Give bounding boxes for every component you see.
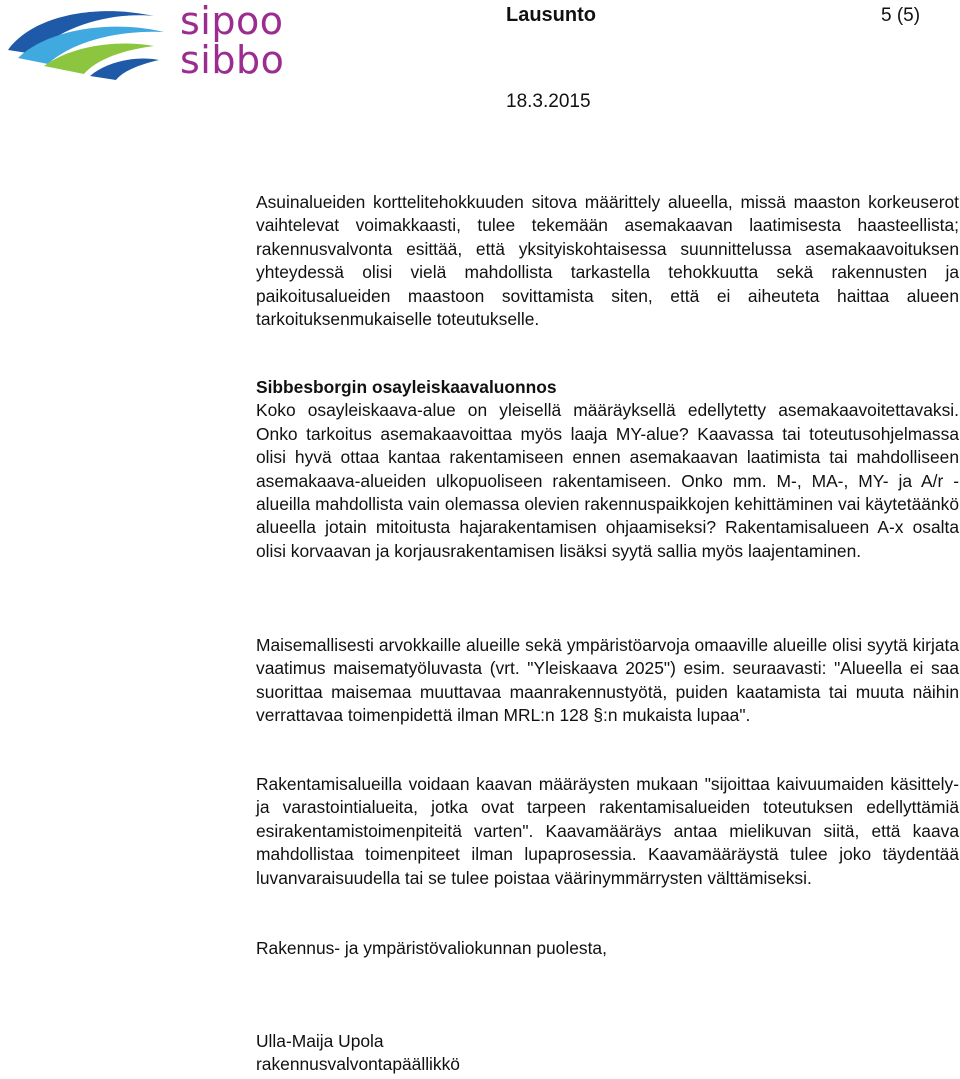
paragraph-landscape [256, 634, 959, 728]
sipoo-sibbo-logo [4, 2, 289, 84]
page-number: 5 (5) [881, 5, 921, 26]
signer-name: Ulla-Maija Upola [256, 1031, 384, 1051]
closing-text: Rakennus- ja ympäristövaliokunnan puolesta, [256, 938, 607, 958]
logo-text-sibbo: sibbo [180, 38, 285, 82]
section-sibbesborg [256, 376, 959, 563]
paragraph-text: Asuinalueiden korttelitehokkuuden sitova määrittely alueella, missä maaston korkeuserot vaihtelevat voimakkaasti, tulee tekemään asemakaavan laatimisesta haasteellista; rakennusvalvonta esittää, että yksityiskohtaisessa suunnittelussa asemakaavoituksen yhteydessä olisi vielä mahdollista tarkastella tehokkuutta sekä rakennusten ja paikoitusalueiden maastoon sovittamista siten, että ei aiheuteta haittaa alueen tarkoituksenmukaiselle toteutukselle. [256, 192, 959, 330]
paragraph-construction-areas [256, 773, 959, 890]
paragraph-density [256, 191, 959, 331]
logo-text-sipoo: sipoo [180, 0, 284, 43]
wave-logo-icon [4, 2, 174, 84]
signature-block [256, 1030, 460, 1077]
section-text: Koko osayleiskaava-alue on yleisellä määräyksellä edellytetty asemakaavoitettavaksi. Onko tarkoitus asemakaavoittaa myös laaja MY-alue? Kaavassa tai toteutusohjelmassa olisi hyvä ottaa kantaa rakentamiseen ennen asemakaavan laatimista tai mahdolliseen asemakaava-alueiden ulkopuoliseen rakentamiseen. Onko mm. M-, MA-, MY- ja A/r -alueilla mahdollista vain olemassa olevien rakennuspaikkojen kehittäminen vai käytetäänkö alueella jotain mitoitusta hajarakentamisen ohjaamiseksi? Rakentamisalueen A-x osalta olisi korvaavan ja korjausrakentamisen lisäksi syytä sallia myös laajentaminen. [256, 400, 959, 561]
document-date: 18.3.2015 [506, 91, 591, 112]
paragraph-text: Maisemallisesti arvokkaille alueille sekä ympäristöarvoja omaaville alueille olisi syytä kirjata vaatimus maisematyöluvasta (vrt. "Yleiskaava 2025") esim. seuraavasti: "Alueella ei saa suorittaa maisemaa muuttavaa maanrakennustyötä, puiden kaatamista tai muuta näihin verrattavaa toimenpidettä ilman MRL:n 128 §:n mukaista lupaa". [256, 635, 959, 726]
section-heading: Sibbesborgin osayleiskaavaluonnos [256, 377, 557, 397]
document-type: Lausunto [506, 4, 596, 26]
closing-line [256, 937, 959, 960]
paragraph-text: Rakentamisalueilla voidaan kaavan määräysten mukaan "sijoittaa kaivuumaiden käsittely- ja varastointialueita, jotka ovat tarpeen rakentamisalueiden toteutuksen edellyttämiä esirakentamistoimenpiteitä varten". Kaavamääräys antaa mielikuvan siitä, että kaava mahdollistaa toimenpiteet ilman lupaprosessia. Kaavamääräystä tulee joko täydentää luvanvaraisuudella tai se tulee poistaa väärinymmärrysten välttämiseksi. [256, 774, 959, 888]
signer-title: rakennusvalvontapäällikkö [256, 1054, 460, 1075]
